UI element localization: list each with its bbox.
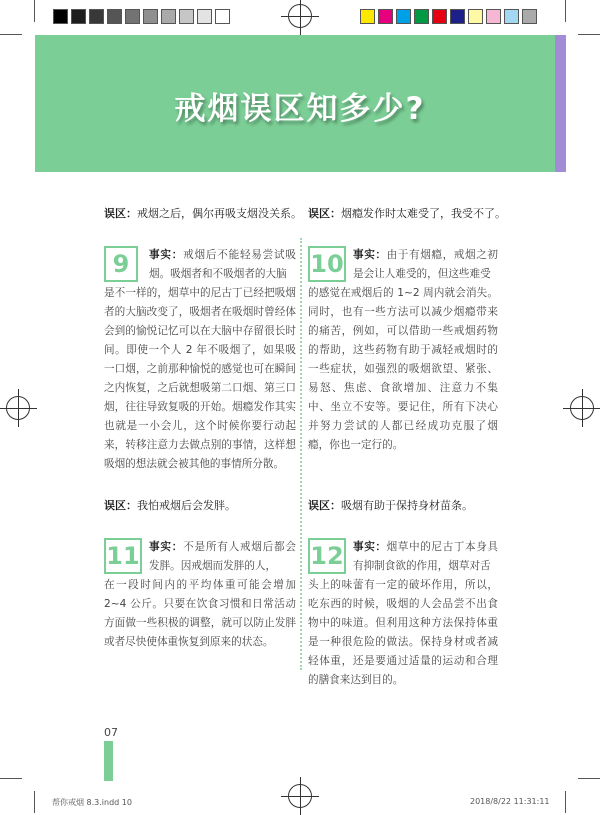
myth-text: 我怕戒烟后会发胖。 [137, 499, 236, 512]
myth-label: 误区 [308, 499, 330, 512]
page-title: 戒烟误区知多少? [174, 91, 426, 127]
tip-number: 11 [104, 538, 142, 574]
tip-number: 12 [308, 538, 346, 574]
myth-heading: 误区：烟瘾发作时太难受了，我受不了。 [308, 207, 506, 220]
color-swatch [468, 9, 483, 24]
fact-label: 事实 [353, 249, 376, 261]
myth-text: 戒烟之后，偶尔再吸支烟没关系。 [137, 207, 302, 220]
myth-label: 误区 [308, 207, 330, 220]
myth-label: 误区 [104, 499, 126, 512]
myth-text: 烟瘾发作时太难受了，我受不了。 [341, 207, 506, 220]
crop-mark [565, 0, 566, 22]
color-swatch [215, 9, 230, 24]
fact-label: 事实 [353, 541, 376, 553]
color-swatch [378, 9, 393, 24]
crop-mark [578, 34, 600, 35]
tip-number: 10 [308, 246, 346, 282]
fact-label: 事实 [149, 249, 172, 261]
myth-text: 吸烟有助于保持身材苗条。 [341, 499, 473, 512]
fact-text-head: 不是所有人戒烟后都会发胖。因戒烟而发胖的人， [149, 541, 297, 572]
crop-mark [34, 791, 35, 813]
color-swatch [432, 9, 447, 24]
color-swatch [396, 9, 411, 24]
fact-paragraph: 事实：由于有烟瘾，戒烟之初是会让人难受的，但这些难受 的感觉在戒烟后的 1~2 周内就会消失。同时，也有一些方法可以减少烟瘾带来的痛苦，例如，可以借助一些戒烟药物的帮助，这些药物有助于减轻戒烟时的一些症状，如强烈的吸烟欲望、紧张、易怒、焦虑、食欲增加、注意力不集中、坐立不安等。要记住，所有下决心并努力尝试的人都已经成功克服了烟瘾，你也一定行的。 [308, 249, 499, 451]
page-number: 07 [104, 726, 118, 739]
color-swatch [504, 9, 519, 24]
color-swatch [414, 9, 429, 24]
color-swatch [71, 9, 86, 24]
fact-text: 是不一样的，烟草中的尼古丁已经把吸烟者的大脑改变了，吸烟者在吸烟时曾经体会到的愉悦记忆可以在大脑中存留很长时间。即使一个人 2 年不吸烟了，如果吸一口烟，之前那种愉悦的感觉也可在瞬间之内恢复，之后就想吸第二口烟、第三口烟，往往导致复吸的开始。烟瘾发作其实也就是一小会儿，这个时候你要行动起来，转移注意力去做点别的事情，这样想吸烟的想法就会被其他的事情所分散。 [104, 287, 296, 470]
fact-text: 头上的味蕾有一定的破坏作用，所以，吃东西的时候，吸烟的人会品尝不出食物中的味道。但利用这种方法保持体重是一种很危险的做法。保持身材或者减轻体重，还是要通过适量的运动和合理的膳食来达到目的。 [308, 579, 498, 686]
fact-paragraph: 事实：烟草中的尼古丁本身具有抑制食欲的作用，烟草对舌 头上的味蕾有一定的破坏作用，所以，吃东西的时候，吸烟的人会品尝不出食物中的味道。但利用这种方法保持体重是一种很危险的做法。保持身材或者减轻体重，还是要通过适量的运动和合理的膳食来达到目的。 [308, 541, 499, 686]
footer-timestamp: 2018/8/22 11:31:11 [470, 797, 550, 806]
myth-heading: 误区：戒烟之后，偶尔再吸支烟没关系。 [104, 207, 302, 220]
color-swatch [197, 9, 212, 24]
fact-text-head: 戒烟后不能轻易尝试吸烟。吸烟者和不吸烟者的大脑 [149, 249, 297, 280]
myth-heading: 误区：我怕戒烟后会发胖。 [104, 499, 236, 512]
crop-mark [0, 778, 22, 779]
registration-mark [570, 396, 594, 420]
color-swatch [125, 9, 140, 24]
crop-mark [34, 0, 35, 22]
fact-paragraph: 事实：不是所有人戒烟后都会发胖。因戒烟而发胖的人， 在一段时间内的平均体重可能会增加 2~4 公斤。只要在饮食习惯和日常活动方面做一些积极的调整，就可以防止发胖或者尽快使体重恢复到原来的状态。 [104, 541, 297, 648]
fact-paragraph: 事实：戒烟后不能轻易尝试吸烟。吸烟者和不吸烟者的大脑 是不一样的，烟草中的尼古丁已经把吸烟者的大脑改变了，吸烟者在吸烟时曾经体会到的愉悦记忆可以在大脑中存留很长时间。即使一个人 2 年不吸烟了，如果吸一口烟，之前那种愉悦的感觉也可在瞬间之内恢复，之后就想吸第二口烟、第三口烟，往往导致复吸的开始。烟瘾发作其实也就是一小会儿，这个时候你要行动起来，转移注意力去做点别的事情，这样想吸烟的想法就会被其他的事情所分散。 [104, 249, 297, 470]
fact-text-head: 烟草中的尼古丁本身具有抑制食欲的作用，烟草对舌 [353, 541, 499, 572]
tip-number: 9 [104, 246, 138, 282]
fact-label: 事实 [149, 541, 172, 553]
fact-text: 在一段时间内的平均体重可能会增加 2~4 公斤。只要在饮食习惯和日常活动方面做一些积极的调整，就可以防止发胖或者尽快使体重恢复到原来的状态。 [104, 579, 296, 648]
color-swatch [89, 9, 104, 24]
registration-mark [288, 4, 312, 28]
crop-mark [0, 34, 22, 35]
color-swatch [143, 9, 158, 24]
color-swatch [107, 9, 122, 24]
column-divider [300, 238, 302, 670]
fact-text: 的感觉在戒烟后的 1~2 周内就会消失。同时，也有一些方法可以减少烟瘾带来的痛苦，例如，可以借助一些戒烟药物的帮助，这些药物有助于减轻戒烟时的一些症状，如强烈的吸烟欲望、紧张、易怒、焦虑、食欲增加、注意力不集中、坐立不安等。要记住，所有下决心并努力尝试的人都已经成功克服了烟瘾，你也一定行的。 [308, 287, 498, 451]
myth-heading: 误区：吸烟有助于保持身材苗条。 [308, 499, 473, 512]
color-swatch [179, 9, 194, 24]
color-swatch [450, 9, 465, 24]
myth-label: 误区 [104, 207, 126, 220]
color-swatch [522, 9, 537, 24]
crop-mark [565, 791, 566, 813]
page-accent-bar [104, 741, 113, 781]
registration-mark [6, 396, 30, 420]
color-swatch [486, 9, 501, 24]
color-swatch [53, 9, 68, 24]
color-swatch [161, 9, 176, 24]
registration-mark [288, 784, 312, 808]
fact-text-head: 由于有烟瘾，戒烟之初是会让人难受的，但这些难受 [353, 249, 499, 280]
crop-mark [578, 778, 600, 779]
color-swatch [360, 9, 375, 24]
footer-file-name: 帮你戒烟 8.3.indd 10 [52, 798, 132, 807]
